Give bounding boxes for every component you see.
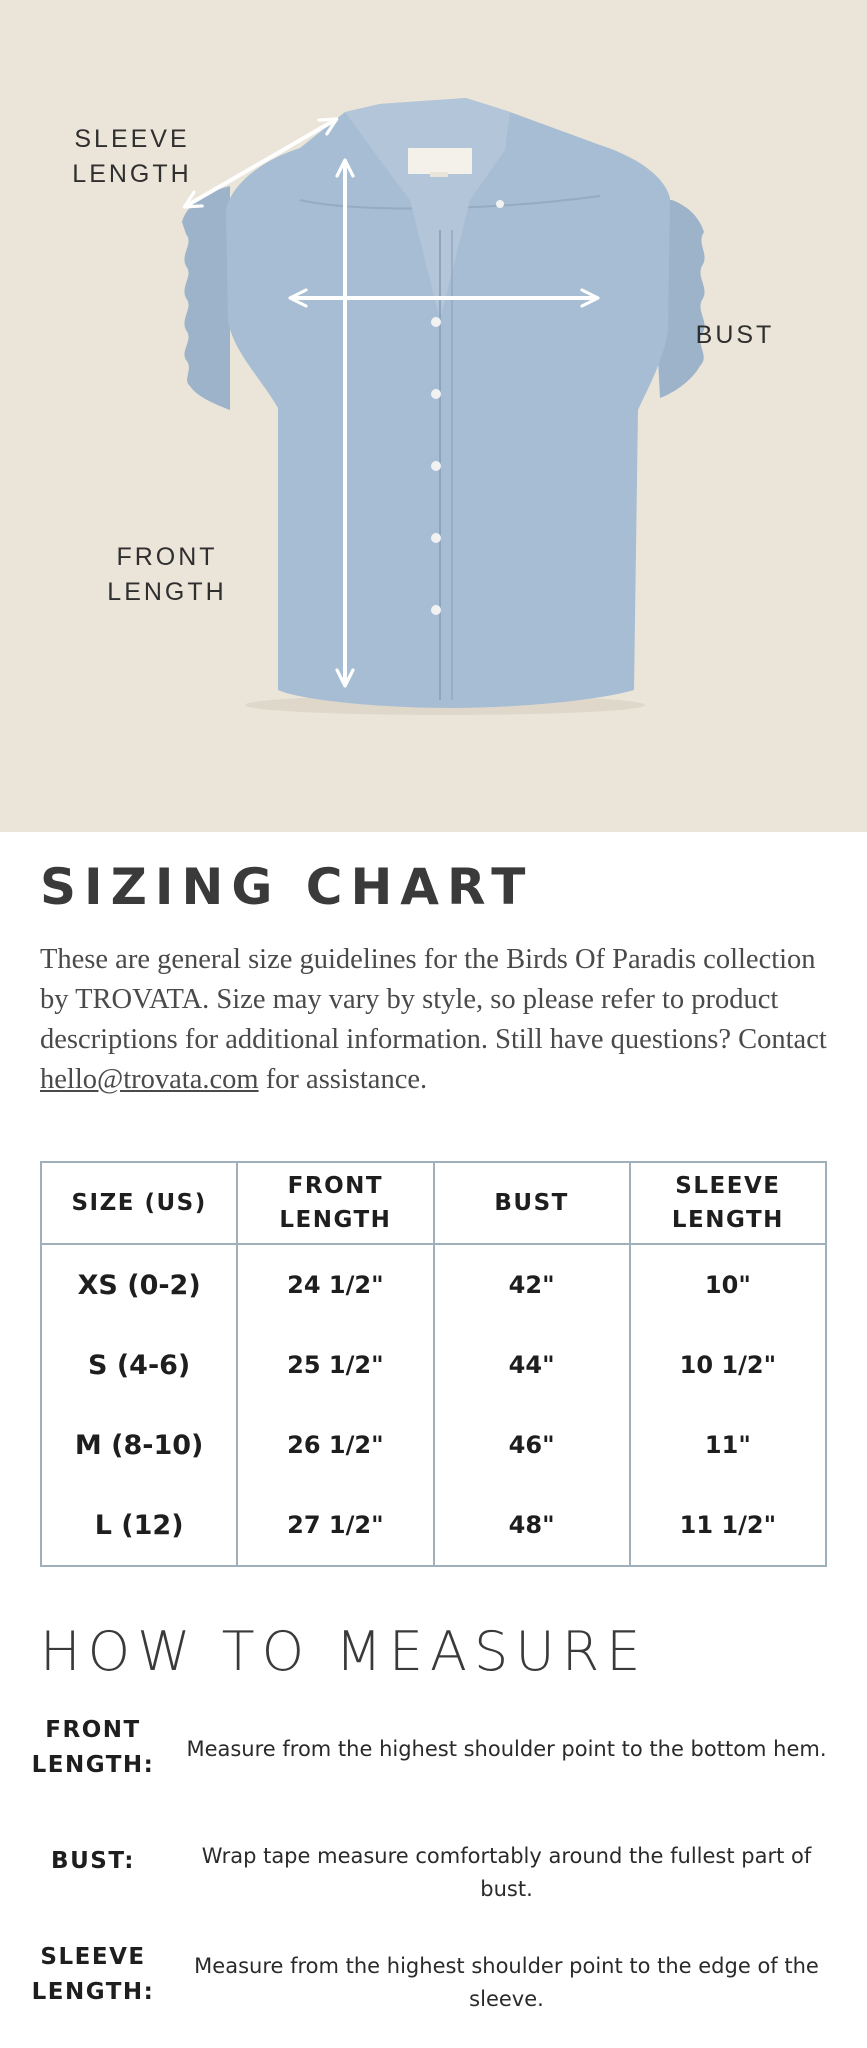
measure-description: Measure from the highest shoulder point to the edge of the sleeve. bbox=[194, 1954, 819, 2011]
contact-email-link[interactable]: hello@trovata.com bbox=[40, 1064, 259, 1095]
table-row bbox=[41, 1244, 826, 1325]
sleeve-length-cell: 11" bbox=[630, 1405, 826, 1485]
size-table bbox=[40, 1161, 827, 1567]
measure-label: BUST: bbox=[51, 1848, 135, 1874]
size-cell: M (8-10) bbox=[41, 1405, 237, 1485]
front-length-cell: 26 1/2" bbox=[237, 1405, 433, 1485]
header-front-length: FRONT LENGTH bbox=[237, 1162, 433, 1244]
sleeve-length-label: SLEEVE LENGTH bbox=[72, 125, 192, 188]
header-sleeve-length: SLEEVE LENGTH bbox=[630, 1162, 826, 1244]
bust-cell: 44" bbox=[434, 1325, 630, 1405]
intro-text: These are general size guidelines for the Birds Of Paradis collection by TROVATA. Size may vary by style, so please refer to product descriptions for additional information. Still have questions? Contact bbox=[40, 944, 827, 1055]
intro-paragraph bbox=[40, 940, 840, 1100]
bust-cell: 46" bbox=[434, 1405, 630, 1485]
front-length-cell: 25 1/2" bbox=[237, 1325, 433, 1405]
front-length-label: FRONT LENGTH bbox=[107, 543, 227, 606]
measure-description: Measure from the highest shoulder point to the bottom hem. bbox=[186, 1737, 827, 1761]
front-length-cell: 24 1/2" bbox=[237, 1244, 433, 1325]
measure-item-front-length bbox=[28, 1713, 840, 1789]
measure-item-bust bbox=[28, 1840, 840, 1910]
measure-description: Wrap tape measure comfortably around the fullest part of bust. bbox=[201, 1844, 812, 1901]
page-title: SIZING CHART bbox=[40, 858, 534, 916]
sleeve-length-cell: 10 1/2" bbox=[630, 1325, 826, 1405]
size-cell: S (4-6) bbox=[41, 1325, 237, 1405]
sleeve-length-cell: 10" bbox=[630, 1244, 826, 1325]
table-row bbox=[41, 1485, 826, 1566]
size-cell: XS (0-2) bbox=[41, 1244, 237, 1325]
measure-label: FRONT LENGTH: bbox=[31, 1717, 155, 1778]
header-bust: BUST bbox=[434, 1162, 630, 1244]
bust-label: BUST bbox=[695, 321, 775, 349]
bust-cell: 42" bbox=[434, 1244, 630, 1325]
hero-image bbox=[0, 0, 867, 832]
bust-cell: 48" bbox=[434, 1485, 630, 1566]
how-to-measure-title: HOW TO MEASURE bbox=[40, 1620, 648, 1683]
measure-item-sleeve-length bbox=[28, 1940, 840, 2020]
table-row bbox=[41, 1325, 826, 1405]
table-header-row bbox=[41, 1162, 826, 1244]
sleeve-length-cell: 11 1/2" bbox=[630, 1485, 826, 1566]
table-row bbox=[41, 1405, 826, 1485]
intro-text-end: for assistance. bbox=[258, 1064, 428, 1095]
header-size: SIZE (US) bbox=[41, 1162, 237, 1244]
measure-label: SLEEVE LENGTH: bbox=[31, 1944, 155, 2005]
front-length-cell: 27 1/2" bbox=[237, 1485, 433, 1566]
size-cell: L (12) bbox=[41, 1485, 237, 1566]
